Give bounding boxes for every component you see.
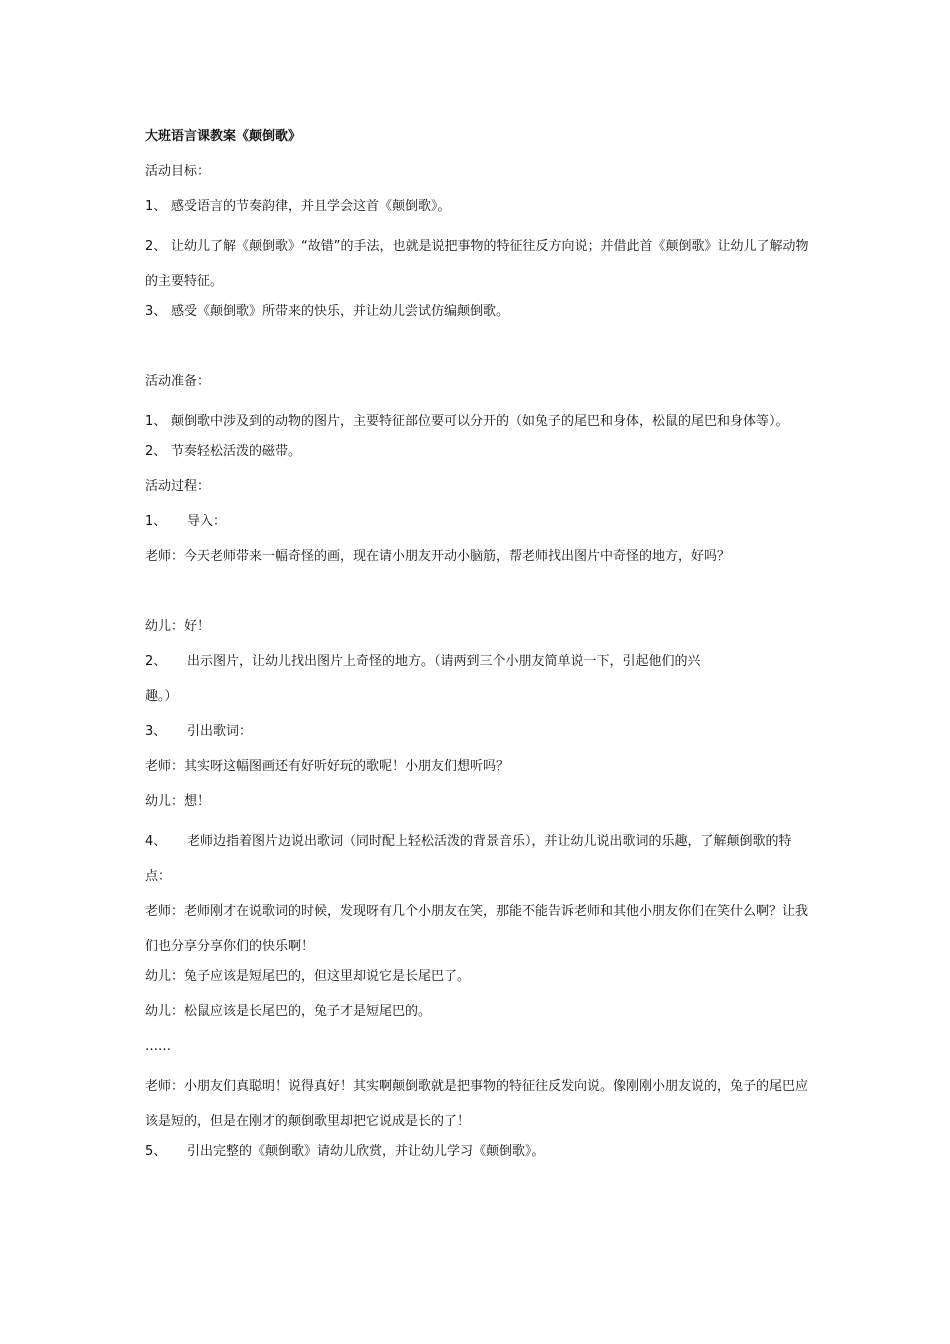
step-number: 1、 bbox=[145, 514, 167, 529]
step-text: 引出完整的《颠倒歌》请幼儿欣赏，并让幼儿学习《颠倒歌》。 bbox=[187, 1144, 545, 1159]
goals-heading: 活动目标： bbox=[145, 164, 211, 179]
blank-line bbox=[145, 579, 810, 614]
document-title: 大班语言课教案《颠倒歌》 bbox=[145, 129, 302, 144]
step-1 bbox=[145, 509, 810, 544]
teacher-line-3: 老师：老师刚才在说歌词的时候，发现呀有几个小朋友在笑，那能不能告诉老师和其他小朋友你们在笑什么啊？让我们也分享分享你们的快乐啊！ bbox=[145, 904, 809, 954]
step-2 bbox=[145, 649, 810, 684]
child-line-3: 幼儿：兔子应该是短尾巴的，但这里却说它是长尾巴了。 bbox=[145, 969, 471, 984]
step-text: 引出歌词： bbox=[187, 724, 253, 739]
step-number: 3、 bbox=[145, 724, 167, 739]
prep-text: 颠倒歌中涉及到的动物的图片，主要特征部位要可以分开的（如兔子的尾巴和身体，松鼠的尾巴和身体等）。 bbox=[171, 414, 789, 429]
step-text: 导入： bbox=[187, 514, 227, 529]
goal-number: 2、 bbox=[145, 239, 167, 254]
prep-heading: 活动准备： bbox=[145, 374, 211, 389]
prep-item-1 bbox=[145, 404, 810, 439]
goal-item-2 bbox=[145, 229, 810, 299]
document-body bbox=[145, 124, 810, 1174]
step-number: 2、 bbox=[145, 654, 167, 669]
prep-text: 节奏轻松活泼的磁带。 bbox=[171, 444, 302, 459]
prep-number: 2、 bbox=[145, 444, 167, 459]
goal-number: 1、 bbox=[145, 199, 167, 214]
teacher-line-2: 老师：其实呀这幅图画还有好听好玩的歌呢！小朋友们想听吗？ bbox=[145, 759, 510, 774]
step-text: 出示图片，让幼儿找出图片上奇怪的地方。（请两到三个小朋友简单说一下，引起他们的兴 bbox=[187, 654, 701, 669]
step-3 bbox=[145, 719, 810, 754]
step-4 bbox=[145, 824, 810, 894]
teacher-line-4: 老师：小朋友们真聪明！说得真好！其实啊颠倒歌就是把事物的特征往反发向说。像刚刚小朋友说的，兔子的尾巴应该是短的，但是在刚才的颠倒歌里却把它说成是长的了！ bbox=[145, 1079, 809, 1129]
step-number: 5、 bbox=[145, 1144, 167, 1159]
step-number: 4、 bbox=[145, 834, 167, 849]
goal-item-3 bbox=[145, 299, 810, 334]
goal-text: 让幼儿了解《颠倒歌》“故错”的手法，也就是说把事物的特征往反方向说；并借此首《颠倒歌》让幼儿了解动物的主要特征。 bbox=[145, 239, 809, 289]
prep-item-2 bbox=[145, 439, 810, 474]
goal-number: 3、 bbox=[145, 304, 167, 319]
child-line-4: 幼儿：松鼠应该是长尾巴的，兔子才是短尾巴的。 bbox=[145, 1004, 432, 1019]
goal-text: 感受语言的节奏韵律，并且学会这首《颠倒歌》。 bbox=[171, 199, 451, 214]
process-heading: 活动过程： bbox=[145, 479, 211, 494]
step-5 bbox=[145, 1139, 810, 1174]
step-text: 老师边指着图片边说出歌词（同时配上轻松活泼的背景音乐），并让幼儿说出歌词的乐趣，了解颠倒歌的特点： bbox=[145, 834, 792, 884]
step-2-continuation: 趣。） bbox=[145, 689, 178, 704]
prep-number: 1、 bbox=[145, 414, 167, 429]
goal-text: 感受《颠倒歌》所带来的快乐，并让幼儿尝试仿编颠倒歌。 bbox=[171, 304, 510, 319]
ellipsis: …… bbox=[145, 1039, 171, 1054]
child-line-1: 幼儿：好！ bbox=[145, 619, 211, 634]
teacher-line-1: 老师：今天老师带来一幅奇怪的画，现在请小朋友开动小脑筋，帮老师找出图片中奇怪的地方，好吗？ bbox=[145, 549, 731, 564]
goal-item-1 bbox=[145, 194, 810, 229]
child-line-2: 幼儿：想！ bbox=[145, 794, 211, 809]
blank-line bbox=[145, 334, 810, 369]
